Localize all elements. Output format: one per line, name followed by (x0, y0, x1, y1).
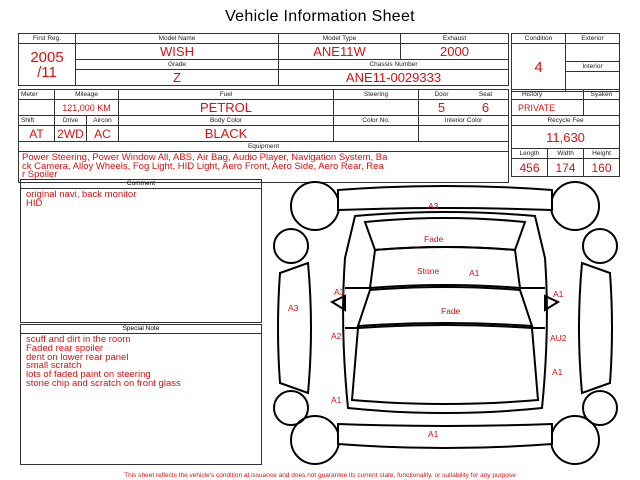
body-color-label: Body Color (119, 116, 334, 126)
model-name-label: Model Name (76, 34, 279, 44)
comment-box (20, 179, 262, 323)
comment-line: HID (26, 197, 43, 209)
damage-mark-bonnet: Fade (441, 306, 461, 316)
right-side-rear-wheel (583, 229, 617, 263)
comment-line: original navi, back monitor (26, 189, 137, 200)
equipment-line: Power Steering, Power Window All, ABS, Air Bag, Audio Player, Navigation System, Ba (22, 152, 388, 163)
width-value: 174 (548, 159, 584, 177)
disclaimer-footer: This sheet reflects the vehicle's condition at issuance and does not guarantee its current state, functionality, or suitability for any purpose (124, 472, 516, 479)
length-label: Length (512, 149, 548, 159)
left-side-front-wheel (274, 391, 308, 425)
damage-mark-left-rear-door: A3 (334, 287, 345, 297)
color-no-label: Color No. (334, 116, 419, 126)
rear-left-wheel (291, 182, 339, 230)
model-name-value: WISH (76, 44, 279, 60)
history-value: PRIVATE (512, 100, 584, 116)
model-type-value: ANE11W (279, 44, 401, 60)
chassis-number-label: Chassis Number (279, 60, 509, 70)
height-value: 160 (584, 159, 620, 177)
door-value: 5 (437, 100, 446, 115)
special-note-line: stone chip and scratch on front glass (26, 377, 181, 389)
damage-mark-right-rear-door: A1 (552, 367, 563, 377)
special-note-line: dent on lower rear panel (26, 351, 129, 363)
exhaust-label: Exhaust (401, 34, 509, 44)
condition-value: 4 (512, 44, 566, 92)
door-seat-label-cell (419, 90, 509, 100)
interior-color-label: Interior Color (419, 116, 509, 126)
first-reg-label: First Reg. (19, 34, 76, 44)
door-seat-value-cell (419, 100, 509, 116)
exterior-label: Exterior (566, 34, 620, 44)
recycle-fee-value: 11,630 (512, 126, 620, 149)
rear-window (365, 218, 525, 250)
special-note-text (21, 334, 261, 391)
damage-mark-left-rear-quarter: A3 (288, 303, 299, 313)
history-table (511, 89, 620, 177)
aircon-label: Aircon (87, 116, 119, 126)
damage-mark-roof-right: A1 (469, 268, 480, 278)
exhaust-value: 2000 (401, 44, 509, 60)
left-body-side (278, 263, 311, 393)
height-label: Height (584, 149, 620, 159)
drive-label: Drive (55, 116, 87, 126)
mileage-label: Mileage (55, 90, 119, 100)
special-note-box (20, 324, 262, 465)
sheet-title: Vehicle Information Sheet (225, 8, 415, 25)
vehicle-details-table (18, 89, 509, 183)
condition-table (511, 33, 620, 92)
special-note-line: small scratch (26, 360, 82, 372)
equipment-line: ck Camera, Alloy Wheels, Fog Light, HID Light, Aero Front, Aero Side, Aero Rear, Rea (22, 160, 384, 172)
rear-bumper-outline (338, 186, 552, 210)
recycle-fee-label: Recycle Fee (512, 116, 620, 126)
exterior-value (566, 44, 620, 62)
special-note-label: Special Note (21, 325, 261, 334)
history-label: History (512, 90, 584, 100)
vehicle-header-table (18, 33, 509, 86)
drive-value: 2WD (55, 126, 87, 142)
equipment-line: r Spoiler (22, 169, 58, 180)
chassis-number-value: ANE11-0029333 (279, 70, 509, 86)
damage-mark-right-rear-quarter: A1 (553, 289, 564, 299)
interior-color-value (419, 126, 509, 142)
car-damage-diagram (270, 178, 620, 470)
meter-value (19, 100, 55, 116)
damage-mark-rear-glass: Fade (424, 234, 444, 244)
equipment-label: Equipment (19, 142, 509, 152)
meter-label: Meter (19, 90, 55, 100)
body-color-value: BLACK (119, 126, 334, 142)
aircon-value: AC (87, 126, 119, 142)
seat-value: 6 (481, 100, 490, 115)
syaken-label: Syaken (584, 90, 620, 100)
fuel-value: PETROL (119, 100, 334, 116)
rear-right-wheel (551, 182, 599, 230)
first-reg-month: /11 (37, 63, 57, 81)
damage-mark-rear-bumper: A3 (428, 201, 439, 211)
comment-label: Comment (21, 180, 261, 189)
steering-label: Steering (334, 90, 419, 100)
grade-label: Grade (76, 60, 279, 70)
first-reg-value (19, 44, 76, 86)
first-reg-year: 2005 (30, 48, 64, 66)
special-note-line: lots of faded paint on steering (26, 369, 151, 381)
damage-mark-front-bumper: A1 (428, 429, 439, 439)
color-no-value (334, 126, 419, 142)
front-bumper-outline (338, 424, 552, 448)
comment-text (21, 189, 261, 210)
damage-mark-roof-center: Stone (417, 266, 440, 276)
syaken-value (584, 100, 620, 116)
bonnet (352, 325, 538, 404)
left-side-rear-wheel (274, 229, 308, 263)
length-value: 456 (512, 159, 548, 177)
shift-value: AT (19, 126, 55, 142)
damage-mark-right-front-door: AU2 (550, 333, 567, 343)
damage-mark-left-front-fender: A1 (331, 395, 342, 405)
special-note-line: Faded rear spoiler (26, 342, 104, 354)
door-label: Door (434, 91, 449, 98)
special-note-line: scuff and dirt in the room (26, 334, 131, 345)
mileage-value: 121,000 KM (55, 100, 119, 116)
shift-label: Shift (19, 116, 55, 126)
right-side-front-wheel (583, 391, 617, 425)
right-body-side (579, 263, 612, 393)
damage-mark-left-front-door: A2 (331, 331, 342, 341)
seat-label: Seat (478, 91, 493, 98)
fuel-label: Fuel (119, 90, 334, 100)
condition-label: Condition (512, 34, 566, 44)
width-label: Width (548, 149, 584, 159)
roof (370, 247, 520, 288)
steering-value (334, 100, 419, 116)
interior-label: Interior (566, 62, 620, 72)
model-type-label: Model Type (279, 34, 401, 44)
grade-value: Z (76, 70, 279, 86)
